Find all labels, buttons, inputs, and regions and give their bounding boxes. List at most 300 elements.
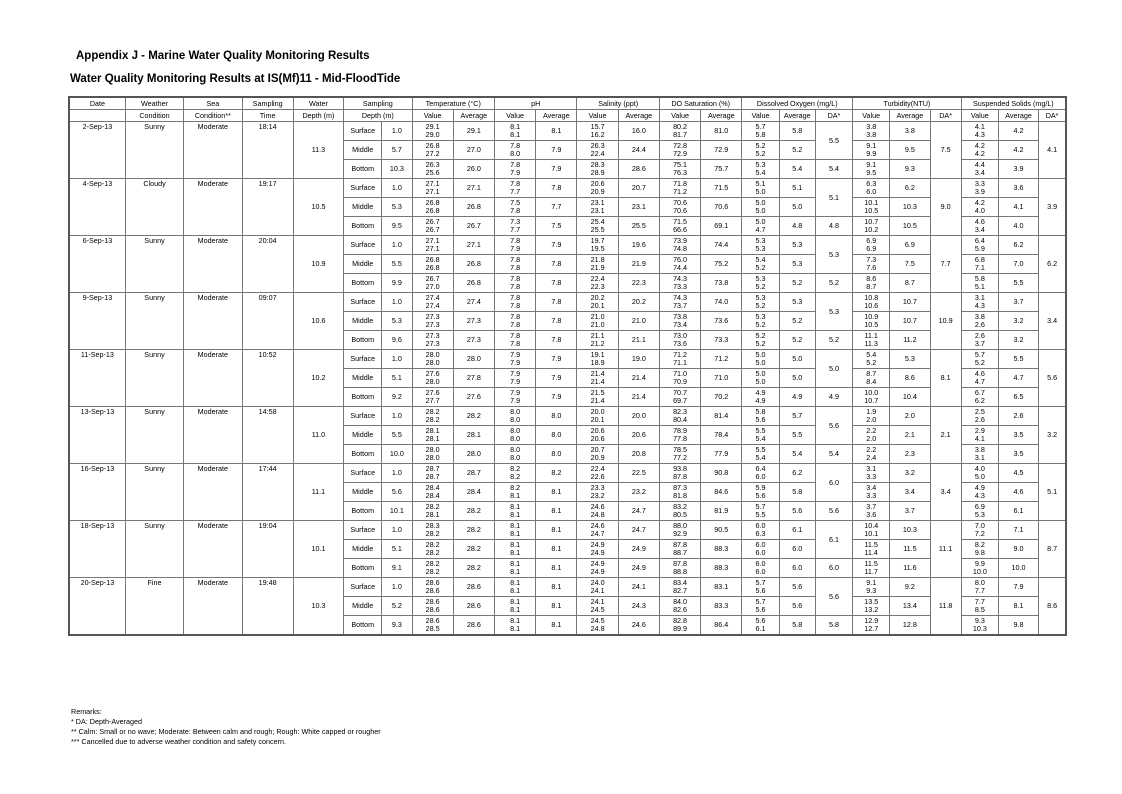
salinity-average: 23.2: [618, 483, 659, 502]
salinity-value: 22.4 22.6: [577, 464, 618, 483]
do-saturation-value: 82.3 80.4: [659, 407, 700, 426]
header-cell: Turbidity(NTU): [853, 97, 962, 110]
temperature-value: 28.6 28.6: [412, 578, 453, 597]
ph-value: 7.8 7.8: [494, 255, 535, 274]
suspended-solids-average: 3.9: [998, 160, 1038, 179]
turbidity-average: 10.5: [890, 217, 930, 236]
sea-condition-cell: Moderate: [184, 236, 242, 293]
suspended-solids-average: 7.0: [998, 255, 1038, 274]
suspended-solids-da: 8.6: [1039, 578, 1066, 635]
water-quality-table: [68, 96, 1067, 636]
date-cell: 20-Sep-13: [69, 578, 125, 635]
turbidity-value: 10.7 10.2: [853, 217, 890, 236]
temperature-value: 28.3 28.2: [412, 521, 453, 540]
sampling-depth-label: Surface: [344, 293, 382, 312]
sampling-time-cell: 10:52: [242, 350, 293, 407]
ph-average: 7.9: [536, 141, 577, 160]
temperature-value: 28.4 28.4: [412, 483, 453, 502]
turbidity-average: 10.7: [890, 312, 930, 331]
salinity-average: 23.1: [618, 198, 659, 217]
turbidity-average: 11.2: [890, 331, 930, 350]
dissolved-oxygen-average: 5.2: [779, 274, 815, 293]
salinity-average: 20.2: [618, 293, 659, 312]
suspended-solids-value: 9.9 10.0: [961, 559, 998, 578]
sampling-time-cell: 17:44: [242, 464, 293, 521]
sampling-time-cell: 19:17: [242, 179, 293, 236]
suspended-solids-average: 8.1: [998, 597, 1038, 616]
ph-value: 7.8 7.8: [494, 331, 535, 350]
sampling-depth-value: 1.0: [382, 464, 412, 483]
salinity-average: 20.7: [618, 179, 659, 198]
turbidity-average: 10.3: [890, 198, 930, 217]
do-saturation-average: 71.2: [701, 350, 742, 369]
water-depth-cell: 10.5: [293, 179, 343, 236]
dissolved-oxygen-average: 5.2: [779, 141, 815, 160]
dissolved-oxygen-average: 4.9: [779, 388, 815, 407]
suspended-solids-average: 9.8: [998, 616, 1038, 635]
sampling-depth-label: Surface: [344, 236, 382, 255]
table-row: [69, 578, 1066, 597]
salinity-value: 19.7 19.5: [577, 236, 618, 255]
dissolved-oxygen-average: 5.4: [779, 445, 815, 464]
turbidity-average: 3.7: [890, 502, 930, 521]
sampling-depth-label: Middle: [344, 255, 382, 274]
weather-cell: Fine: [125, 578, 183, 635]
ph-average: 7.9: [536, 350, 577, 369]
salinity-value: 24.9 24.9: [577, 540, 618, 559]
sampling-depth-value: 5.5: [382, 255, 412, 274]
ph-value: 8.1 8.1: [494, 521, 535, 540]
salinity-value: 24.1 24.5: [577, 597, 618, 616]
suspended-solids-average: 6.2: [998, 236, 1038, 255]
temperature-value: 27.1 27.1: [412, 179, 453, 198]
do-saturation-average: 72.9: [701, 141, 742, 160]
header-cell: Average: [701, 110, 742, 122]
salinity-value: 19.1 18.9: [577, 350, 618, 369]
temperature-average: 27.1: [453, 236, 494, 255]
temperature-value: 28.2 28.2: [412, 559, 453, 578]
header-row-sub: [69, 110, 1066, 122]
do-saturation-average: 78.4: [701, 426, 742, 445]
sampling-depth-value: 9.6: [382, 331, 412, 350]
temperature-average: 27.8: [453, 369, 494, 388]
dissolved-oxygen-average: 5.2: [779, 312, 815, 331]
salinity-value: 23.3 23.2: [577, 483, 618, 502]
salinity-value: 15.7 16.2: [577, 122, 618, 141]
weather-cell: Sunny: [125, 122, 183, 179]
dissolved-oxygen-average: 6.1: [779, 521, 815, 540]
temperature-value: 27.6 27.7: [412, 388, 453, 407]
salinity-value: 21.0 21.0: [577, 312, 618, 331]
temperature-average: 27.6: [453, 388, 494, 407]
water-depth-cell: 11.3: [293, 122, 343, 179]
header-cell: Suspended Solids (mg/L): [961, 97, 1066, 110]
suspended-solids-average: 3.5: [998, 445, 1038, 464]
salinity-average: 21.4: [618, 369, 659, 388]
turbidity-da: 10.9: [930, 293, 961, 350]
salinity-value: 20.6 20.9: [577, 179, 618, 198]
sampling-depth-label: Bottom: [344, 559, 382, 578]
temperature-average: 26.8: [453, 274, 494, 293]
do-saturation-value: 73.0 73.6: [659, 331, 700, 350]
sampling-depth-label: Bottom: [344, 388, 382, 407]
salinity-average: 24.7: [618, 521, 659, 540]
temperature-value: 26.7 27.0: [412, 274, 453, 293]
date-cell: 2-Sep-13: [69, 122, 125, 179]
header-cell: Value: [412, 110, 453, 122]
ph-value: 8.1 8.1: [494, 597, 535, 616]
turbidity-value: 11.5 11.7: [853, 559, 890, 578]
temperature-average: 27.3: [453, 331, 494, 350]
do-saturation-average: 74.0: [701, 293, 742, 312]
dissolved-oxygen-average: 5.7: [779, 407, 815, 426]
table-row: [69, 179, 1066, 198]
do-saturation-value: 71.5 66.6: [659, 217, 700, 236]
temperature-value: 28.2 28.2: [412, 407, 453, 426]
dissolved-oxygen-da-bottom: 6.0: [815, 559, 852, 578]
dissolved-oxygen-average: 5.3: [779, 255, 815, 274]
sampling-depth-value: 1.0: [382, 407, 412, 426]
salinity-average: 24.3: [618, 597, 659, 616]
do-saturation-average: 86.4: [701, 616, 742, 635]
do-saturation-average: 81.4: [701, 407, 742, 426]
do-saturation-value: 76.0 74.4: [659, 255, 700, 274]
turbidity-value: 12.9 12.7: [853, 616, 890, 635]
dissolved-oxygen-value: 5.3 5.2: [742, 293, 779, 312]
dissolved-oxygen-average: 5.0: [779, 350, 815, 369]
sampling-depth-value: 1.0: [382, 122, 412, 141]
header-cell: Value: [742, 110, 779, 122]
turbidity-value: 2.2 2.4: [853, 445, 890, 464]
header-cell: Weather: [125, 97, 183, 110]
sampling-depth-label: Bottom: [344, 502, 382, 521]
suspended-solids-average: 4.1: [998, 198, 1038, 217]
turbidity-value: 10.8 10.6: [853, 293, 890, 312]
header-cell: Depth (m): [344, 110, 412, 122]
ph-value: 8.2 8.1: [494, 483, 535, 502]
turbidity-value: 6.3 6.0: [853, 179, 890, 198]
sampling-depth-label: Bottom: [344, 616, 382, 635]
sampling-depth-value: 1.0: [382, 236, 412, 255]
turbidity-value: 10.4 10.1: [853, 521, 890, 540]
header-cell: Water: [293, 97, 343, 110]
salinity-average: 20.8: [618, 445, 659, 464]
ph-average: 7.5: [536, 217, 577, 236]
ph-value: 8.0 8.0: [494, 445, 535, 464]
suspended-solids-value: 3.8 2.6: [961, 312, 998, 331]
suspended-solids-average: 6.1: [998, 502, 1038, 521]
turbidity-average: 6.2: [890, 179, 930, 198]
temperature-value: 29.1 29.0: [412, 122, 453, 141]
dissolved-oxygen-da-bottom: 4.9: [815, 388, 852, 407]
sampling-depth-label: Bottom: [344, 160, 382, 179]
temperature-value: 28.0 28.0: [412, 350, 453, 369]
do-saturation-average: 71.0: [701, 369, 742, 388]
sampling-depth-value: 5.2: [382, 597, 412, 616]
table-row: [69, 464, 1066, 483]
ph-average: 8.1: [536, 578, 577, 597]
suspended-solids-average: 3.2: [998, 331, 1038, 350]
salinity-average: 25.5: [618, 217, 659, 236]
temperature-average: 28.2: [453, 540, 494, 559]
turbidity-average: 13.4: [890, 597, 930, 616]
do-saturation-average: 70.2: [701, 388, 742, 407]
header-cell: Condition**: [184, 110, 242, 122]
header-cell: Average: [453, 110, 494, 122]
temperature-average: 27.4: [453, 293, 494, 312]
ph-value: 7.8 7.7: [494, 179, 535, 198]
turbidity-average: 2.3: [890, 445, 930, 464]
header-cell: DA*: [930, 110, 961, 122]
turbidity-average: 3.4: [890, 483, 930, 502]
sea-condition-cell: Moderate: [184, 407, 242, 464]
salinity-average: 28.6: [618, 160, 659, 179]
turbidity-value: 1.9 2.0: [853, 407, 890, 426]
do-saturation-value: 73.9 74.8: [659, 236, 700, 255]
sampling-depth-value: 5.7: [382, 141, 412, 160]
salinity-average: 24.9: [618, 540, 659, 559]
dissolved-oxygen-value: 5.7 5.8: [742, 122, 779, 141]
ph-average: 7.9: [536, 160, 577, 179]
turbidity-value: 10.9 10.5: [853, 312, 890, 331]
do-saturation-value: 87.8 88.7: [659, 540, 700, 559]
weather-cell: Sunny: [125, 407, 183, 464]
header-cell: Sampling: [344, 97, 412, 110]
do-saturation-average: 88.3: [701, 559, 742, 578]
dissolved-oxygen-value: 5.2 5.2: [742, 331, 779, 350]
sampling-depth-label: Surface: [344, 179, 382, 198]
suspended-solids-value: 4.6 3.4: [961, 217, 998, 236]
water-depth-cell: 10.2: [293, 350, 343, 407]
turbidity-average: 12.8: [890, 616, 930, 635]
weather-cell: Sunny: [125, 350, 183, 407]
suspended-solids-value: 2.6 3.7: [961, 331, 998, 350]
salinity-value: 28.3 28.9: [577, 160, 618, 179]
salinity-value: 20.0 20.1: [577, 407, 618, 426]
turbidity-da: 2.1: [930, 407, 961, 464]
temperature-average: 28.2: [453, 407, 494, 426]
do-saturation-value: 80.2 81.7: [659, 122, 700, 141]
do-saturation-value: 93.8 87.8: [659, 464, 700, 483]
sea-condition-cell: Moderate: [184, 464, 242, 521]
sampling-time-cell: 19:48: [242, 578, 293, 635]
header-cell: Average: [536, 110, 577, 122]
do-saturation-average: 74.4: [701, 236, 742, 255]
suspended-solids-value: 4.4 3.4: [961, 160, 998, 179]
suspended-solids-da: 5.1: [1039, 464, 1066, 521]
temperature-value: 26.8 26.8: [412, 198, 453, 217]
do-saturation-value: 73.8 73.4: [659, 312, 700, 331]
dissolved-oxygen-value: 6.0 6.0: [742, 540, 779, 559]
do-saturation-average: 90.5: [701, 521, 742, 540]
dissolved-oxygen-da: 5.6: [815, 578, 852, 616]
table-row: [69, 236, 1066, 255]
ph-average: 7.8: [536, 331, 577, 350]
temperature-value: 28.2 28.2: [412, 540, 453, 559]
dissolved-oxygen-value: 5.6 6.1: [742, 616, 779, 635]
dissolved-oxygen-da-bottom: 4.8: [815, 217, 852, 236]
suspended-solids-da: 8.7: [1039, 521, 1066, 578]
do-saturation-average: 83.3: [701, 597, 742, 616]
date-cell: 18-Sep-13: [69, 521, 125, 578]
turbidity-average: 5.3: [890, 350, 930, 369]
salinity-value: 24.0 24.1: [577, 578, 618, 597]
temperature-average: 28.2: [453, 559, 494, 578]
ph-average: 8.1: [536, 540, 577, 559]
dissolved-oxygen-value: 5.0 5.0: [742, 369, 779, 388]
salinity-average: 21.4: [618, 388, 659, 407]
suspended-solids-average: 9.0: [998, 540, 1038, 559]
salinity-average: 20.6: [618, 426, 659, 445]
do-saturation-average: 83.1: [701, 578, 742, 597]
turbidity-value: 11.1 11.3: [853, 331, 890, 350]
do-saturation-average: 81.0: [701, 122, 742, 141]
table-row: [69, 293, 1066, 312]
sampling-depth-value: 5.1: [382, 540, 412, 559]
water-depth-cell: 10.9: [293, 236, 343, 293]
suspended-solids-da: 6.2: [1039, 236, 1066, 293]
salinity-value: 24.5 24.8: [577, 616, 618, 635]
temperature-average: 27.3: [453, 312, 494, 331]
date-cell: 16-Sep-13: [69, 464, 125, 521]
temperature-average: 28.0: [453, 350, 494, 369]
do-saturation-value: 87.3 81.8: [659, 483, 700, 502]
suspended-solids-value: 3.8 3.1: [961, 445, 998, 464]
sampling-depth-value: 5.1: [382, 369, 412, 388]
turbidity-value: 13.5 13.2: [853, 597, 890, 616]
dissolved-oxygen-da: 5.0: [815, 350, 852, 388]
sampling-depth-label: Middle: [344, 312, 382, 331]
header-cell: [69, 110, 125, 122]
sampling-depth-value: 5.5: [382, 426, 412, 445]
dissolved-oxygen-value: 5.5 5.4: [742, 426, 779, 445]
sampling-depth-label: Middle: [344, 597, 382, 616]
salinity-value: 21.8 21.9: [577, 255, 618, 274]
header-cell: Date: [69, 97, 125, 110]
suspended-solids-value: 5.7 5.2: [961, 350, 998, 369]
turbidity-value: 3.8 3.8: [853, 122, 890, 141]
temperature-value: 26.8 26.8: [412, 255, 453, 274]
dissolved-oxygen-value: 5.1 5.0: [742, 179, 779, 198]
header-cell: DA*: [1039, 110, 1066, 122]
ph-average: 7.9: [536, 369, 577, 388]
ph-average: 8.1: [536, 122, 577, 141]
sampling-depth-label: Middle: [344, 483, 382, 502]
suspended-solids-average: 4.6: [998, 483, 1038, 502]
ph-value: 8.1 8.1: [494, 540, 535, 559]
ph-average: 8.2: [536, 464, 577, 483]
sea-condition-cell: Moderate: [184, 350, 242, 407]
temperature-value: 28.1 28.1: [412, 426, 453, 445]
suspended-solids-average: 6.5: [998, 388, 1038, 407]
turbidity-average: 11.5: [890, 540, 930, 559]
table-row: [69, 407, 1066, 426]
suspended-solids-value: 7.7 8.5: [961, 597, 998, 616]
suspended-solids-da: 3.4: [1039, 293, 1066, 350]
suspended-solids-value: 4.6 4.7: [961, 369, 998, 388]
dissolved-oxygen-value: 5.7 5.5: [742, 502, 779, 521]
salinity-average: 21.9: [618, 255, 659, 274]
ph-value: 8.1 8.1: [494, 122, 535, 141]
date-cell: 13-Sep-13: [69, 407, 125, 464]
ph-average: 7.8: [536, 255, 577, 274]
salinity-value: 24.6 24.8: [577, 502, 618, 521]
dissolved-oxygen-value: 5.9 5.6: [742, 483, 779, 502]
water-depth-cell: 10.3: [293, 578, 343, 635]
dissolved-oxygen-value: 5.3 5.3: [742, 236, 779, 255]
ph-value: 8.1 8.1: [494, 502, 535, 521]
salinity-value: 21.4 21.4: [577, 369, 618, 388]
water-depth-cell: 10.6: [293, 293, 343, 350]
remarks-label: Remarks:: [71, 707, 102, 716]
ph-value: 7.5 7.8: [494, 198, 535, 217]
dissolved-oxygen-value: 6.0 6.0: [742, 559, 779, 578]
turbidity-average: 3.8: [890, 122, 930, 141]
sampling-depth-value: 10.3: [382, 160, 412, 179]
do-saturation-average: 71.5: [701, 179, 742, 198]
sampling-depth-value: 1.0: [382, 578, 412, 597]
dissolved-oxygen-average: 5.6: [779, 502, 815, 521]
temperature-value: 27.6 28.0: [412, 369, 453, 388]
do-saturation-value: 71.0 70.9: [659, 369, 700, 388]
ph-average: 7.9: [536, 388, 577, 407]
header-cell: Average: [890, 110, 930, 122]
sampling-time-cell: 09:07: [242, 293, 293, 350]
sampling-depth-label: Surface: [344, 407, 382, 426]
sampling-depth-value: 9.2: [382, 388, 412, 407]
ph-value: 8.0 8.0: [494, 426, 535, 445]
do-saturation-value: 75.1 76.3: [659, 160, 700, 179]
dissolved-oxygen-da-bottom: 5.6: [815, 502, 852, 521]
ph-value: 7.8 7.9: [494, 236, 535, 255]
turbidity-value: 5.4 5.2: [853, 350, 890, 369]
sampling-time-cell: 19:04: [242, 521, 293, 578]
suspended-solids-da: 4.1: [1039, 122, 1066, 179]
suspended-solids-average: 4.2: [998, 141, 1038, 160]
header-cell: Salinity (ppt): [577, 97, 659, 110]
dissolved-oxygen-da-bottom: 5.4: [815, 445, 852, 464]
table-body: [69, 122, 1066, 635]
sampling-depth-label: Bottom: [344, 274, 382, 293]
suspended-solids-da: 5.6: [1039, 350, 1066, 407]
salinity-value: 20.7 20.9: [577, 445, 618, 464]
dissolved-oxygen-value: 5.0 5.0: [742, 350, 779, 369]
salinity-average: 24.4: [618, 141, 659, 160]
ph-average: 8.1: [536, 559, 577, 578]
ph-average: 8.1: [536, 502, 577, 521]
do-saturation-average: 70.6: [701, 198, 742, 217]
dissolved-oxygen-da: 5.6: [815, 407, 852, 445]
dissolved-oxygen-da: 5.5: [815, 122, 852, 160]
turbidity-average: 3.2: [890, 464, 930, 483]
salinity-value: 21.5 21.4: [577, 388, 618, 407]
salinity-value: 24.6 24.7: [577, 521, 618, 540]
sampling-depth-label: Surface: [344, 464, 382, 483]
dissolved-oxygen-value: 6.0 6.3: [742, 521, 779, 540]
temperature-average: 28.7: [453, 464, 494, 483]
temperature-average: 28.6: [453, 616, 494, 635]
weather-cell: Sunny: [125, 521, 183, 578]
dissolved-oxygen-value: 5.0 5.0: [742, 198, 779, 217]
header-cell: Value: [961, 110, 998, 122]
suspended-solids-value: 4.1 4.3: [961, 122, 998, 141]
salinity-value: 23.1 23.1: [577, 198, 618, 217]
temperature-average: 28.2: [453, 502, 494, 521]
do-saturation-value: 78.9 77.8: [659, 426, 700, 445]
suspended-solids-value: 2.9 4.1: [961, 426, 998, 445]
salinity-average: 24.7: [618, 502, 659, 521]
suspended-solids-da: 3.2: [1039, 407, 1066, 464]
